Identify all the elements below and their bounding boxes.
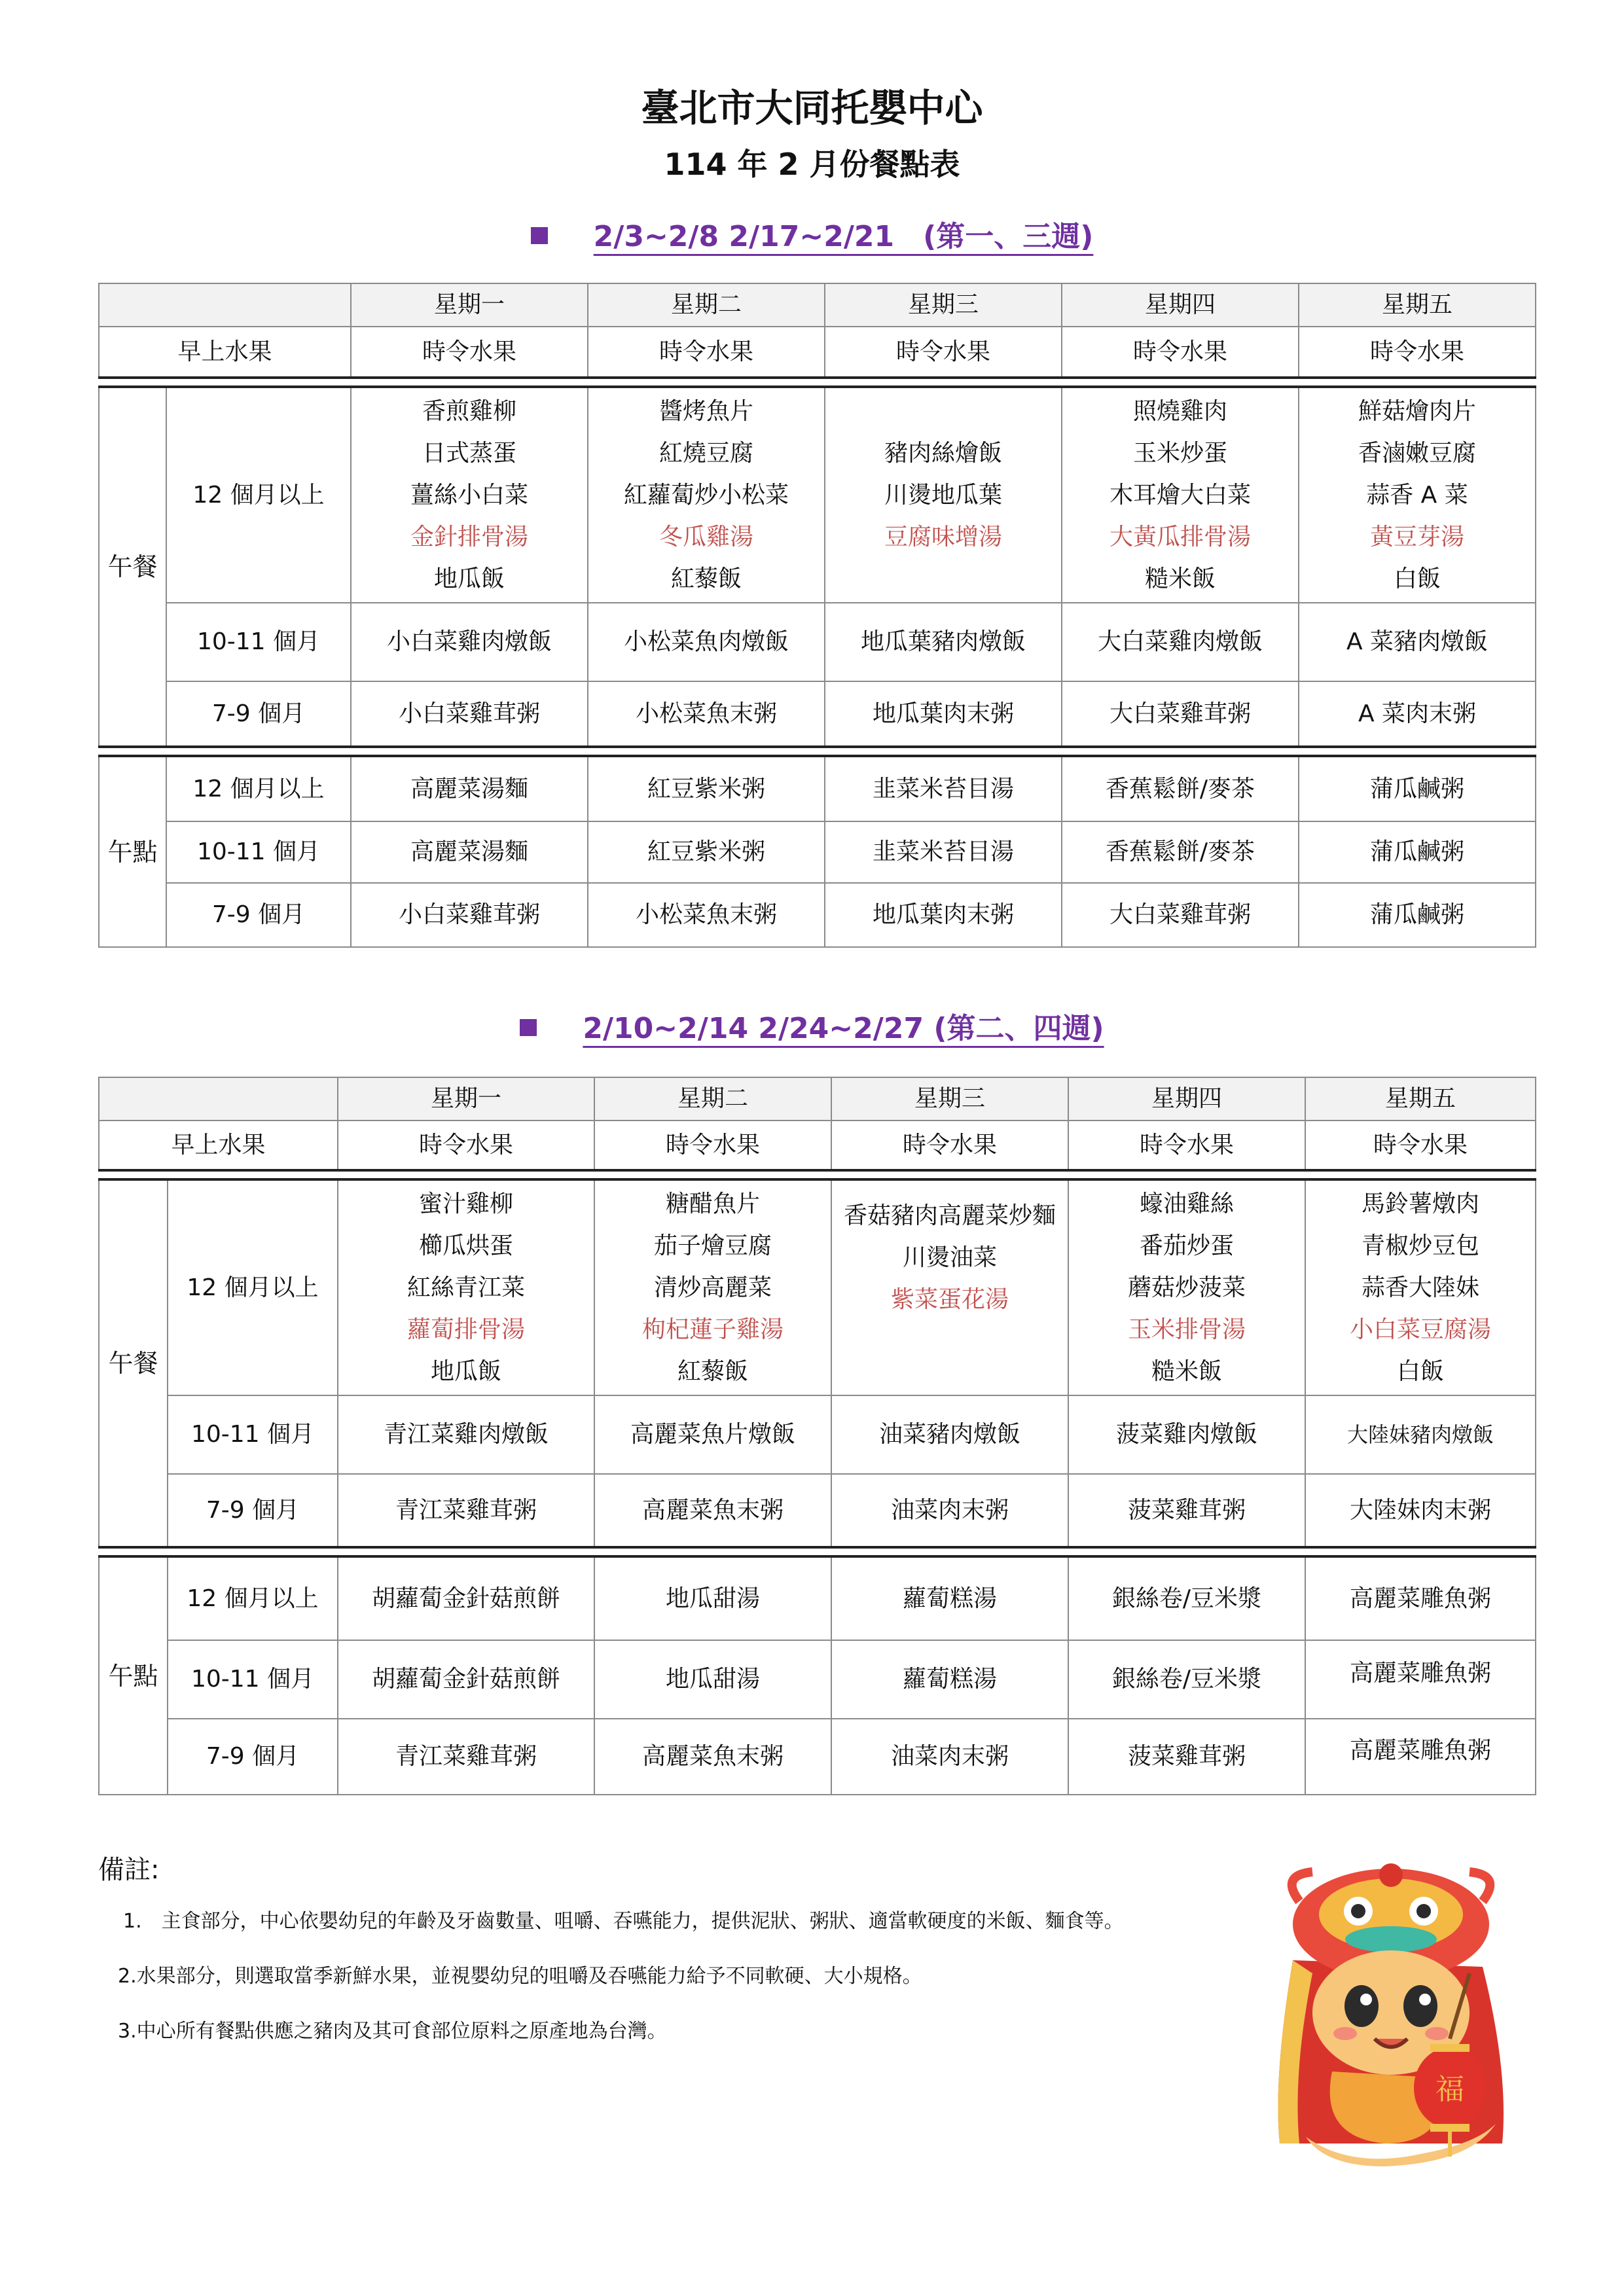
breakfast-cell: 時令水果: [594, 1121, 831, 1170]
lunch-menu-cell: [338, 1179, 594, 1395]
section-heading-weeks-2-4: 2/10~2/14 2/24~2/27 (第二、四週): [0, 1005, 1624, 1047]
dish: 川燙油菜: [902, 1244, 997, 1271]
menu-cell: 香蕉鬆餅/麥茶: [1062, 756, 1299, 821]
age-label: 12 個月以上: [168, 1556, 338, 1640]
day-header: 星期四: [1062, 283, 1299, 327]
snack-group-label: 午點: [99, 756, 166, 947]
dish: 蜜汁雞柳: [418, 1190, 513, 1217]
menu-cell: 菠菜雞茸粥: [1068, 1719, 1305, 1795]
menu-cell: 油菜肉末粥: [831, 1474, 1068, 1547]
menu-cell: 小白菜雞茸粥: [351, 681, 588, 747]
section-heading-weeks-1-3: 2/3~2/8 2/17~2/21 (第一、三週): [0, 213, 1624, 255]
menu-cell: 大陸妹豬肉燉飯: [1305, 1395, 1536, 1474]
menu-cell: 油菜豬肉燉飯: [831, 1395, 1068, 1474]
age-label: 10-11 個月: [166, 603, 351, 681]
lunch-menu-cell: [831, 1179, 1068, 1395]
dish: 鮮菇燴肉片: [1358, 397, 1476, 425]
dish: 蒜香大陸妹: [1361, 1274, 1479, 1301]
lunch-menu-cell: [1068, 1179, 1305, 1395]
menu-cell: 大白菜雞茸粥: [1062, 681, 1299, 747]
menu-cell: 地瓜甜湯: [594, 1556, 831, 1640]
day-header: 星期四: [1068, 1077, 1305, 1121]
menu-cell: 高麗菜魚末粥: [594, 1719, 831, 1795]
menu-cell: 高麗菜湯麵: [351, 756, 588, 821]
age-label: 7-9 個月: [166, 681, 351, 747]
soup-dish: 蘿蔔排骨湯: [406, 1316, 525, 1343]
lunch-group-label: 午餐: [99, 1179, 168, 1547]
breakfast-cell: 時令水果: [825, 327, 1062, 378]
age-label: 7-9 個月: [168, 1719, 338, 1795]
day-header: 星期一: [351, 283, 588, 327]
dish: 糖醋魚片: [665, 1190, 760, 1217]
menu-table-weeks-2-4: [98, 1077, 1536, 1795]
breakfast-cell: 時令水果: [1068, 1121, 1305, 1170]
menu-cell: 胡蘿蔔金針菇煎餅: [338, 1640, 594, 1719]
soup-dish: 大黃瓜排骨湯: [1109, 523, 1251, 550]
dish: 番茄炒蛋: [1139, 1232, 1234, 1259]
lantern-fu-character: 福: [1435, 2073, 1464, 2106]
menu-cell: 紅豆紫米粥: [588, 821, 825, 883]
notes-section: [98, 1849, 1124, 2070]
breakfast-cell: 時令水果: [351, 327, 588, 378]
age-label: 7-9 個月: [166, 883, 351, 947]
page-subtitle: 114 年 2 月份餐點表: [664, 147, 960, 182]
menu-cell: 銀絲卷/豆米漿: [1068, 1640, 1305, 1719]
menu-cell: 胡蘿蔔金針菇煎餅: [338, 1556, 594, 1640]
dish: 紅蘿蔔炒小松菜: [623, 481, 789, 509]
menu-cell: 青江菜雞肉燉飯: [338, 1395, 594, 1474]
lunch-menu-cell: [1305, 1179, 1536, 1395]
menu-cell: 大白菜雞肉燉飯: [1062, 603, 1299, 681]
age-label: 10-11 個月: [166, 821, 351, 883]
dish: 薑絲小白菜: [410, 481, 528, 509]
dish: 豬肉絲燴飯: [884, 439, 1002, 467]
menu-cell: 蘿蔔糕湯: [831, 1556, 1068, 1640]
menu-cell: 高麗菜魚片燉飯: [594, 1395, 831, 1474]
menu-cell: 地瓜甜湯: [594, 1640, 831, 1719]
dish: 香滷嫩豆腐: [1358, 439, 1476, 467]
menu-cell: 蒲瓜鹹粥: [1299, 821, 1536, 883]
snack-group-label: 午點: [99, 1556, 168, 1795]
menu-cell: 香蕉鬆餅/麥茶: [1062, 821, 1299, 883]
menu-cell: 菠菜雞肉燉飯: [1068, 1395, 1305, 1474]
menu-cell: 高麗菜魚末粥: [594, 1474, 831, 1547]
dish: 白飯: [1393, 565, 1441, 592]
menu-cell: 地瓜葉肉末粥: [825, 681, 1062, 747]
corner-cell: [99, 1077, 338, 1121]
breakfast-cell: 時令水果: [831, 1121, 1068, 1170]
age-label: 12 個月以上: [166, 756, 351, 821]
dish: 紅燒豆腐: [659, 439, 753, 467]
menu-cell: 菠菜雞茸粥: [1068, 1474, 1305, 1547]
age-label: 10-11 個月: [168, 1640, 338, 1719]
soup-dish: 玉米排骨湯: [1127, 1316, 1246, 1343]
age-label: 10-11 個月: [168, 1395, 338, 1474]
dish: 地瓜飯: [433, 565, 505, 592]
menu-cell: 小松菜魚肉燉飯: [588, 603, 825, 681]
menu-cell: 大陸妹肉末粥: [1305, 1474, 1536, 1547]
menu-cell: 小松菜魚末粥: [588, 883, 825, 947]
dish: 櫛瓜烘蛋: [418, 1232, 513, 1259]
dish: 玉米炒蛋: [1132, 439, 1227, 467]
breakfast-cell: 時令水果: [1062, 327, 1299, 378]
breakfast-label: 早上水果: [99, 1121, 338, 1170]
menu-cell: 地瓜葉豬肉燉飯: [825, 603, 1062, 681]
menu-cell: 銀絲卷/豆米漿: [1068, 1556, 1305, 1640]
soup-dish: 金針排骨湯: [410, 523, 528, 550]
day-header: 星期三: [831, 1077, 1068, 1121]
day-header: 星期五: [1305, 1077, 1536, 1121]
dish: 青椒炒豆包: [1361, 1232, 1479, 1259]
age-label: 12 個月以上: [168, 1179, 338, 1395]
menu-cell: A 菜豬肉燉飯: [1299, 603, 1536, 681]
menu-cell: 蒲瓜鹹粥: [1299, 756, 1536, 821]
dish: 木耳燴大白菜: [1109, 481, 1251, 509]
day-header: 星期一: [338, 1077, 594, 1121]
soup-dish: 冬瓜雞湯: [659, 523, 753, 550]
menu-cell: 小松菜魚末粥: [588, 681, 825, 747]
soup-dish: 枸杞蓮子雞湯: [641, 1316, 784, 1343]
menu-cell: 高麗菜雕魚粥: [1305, 1556, 1536, 1640]
square-bullet-icon: [520, 1019, 537, 1036]
soup-dish: 紫菜蛋花湯: [890, 1286, 1009, 1313]
breakfast-label: 早上水果: [99, 327, 351, 378]
dish: 蘑菇炒菠菜: [1127, 1274, 1246, 1301]
breakfast-cell: 時令水果: [1305, 1121, 1536, 1170]
dish: 白飯: [1396, 1357, 1444, 1385]
day-header: 星期二: [594, 1077, 831, 1121]
menu-cell: 油菜肉末粥: [831, 1719, 1068, 1795]
corner-cell: [99, 283, 351, 327]
dish: 地瓜飯: [430, 1357, 501, 1385]
menu-cell: 韭菜米苔目湯: [825, 821, 1062, 883]
lunch-menu-cell: [588, 387, 825, 603]
dish: 日式蒸蛋: [422, 439, 516, 467]
day-header: 星期三: [825, 283, 1062, 327]
lunch-menu-cell: [825, 387, 1062, 603]
dish: 照燒雞肉: [1132, 397, 1227, 425]
note-item: 2.水果部分，則選取當季新鮮水果，並視嬰幼兒的咀嚼及吞嚥能力給予不同軟硬、大小規格。: [118, 1965, 922, 1988]
menu-cell: A 菜肉末粥: [1299, 681, 1536, 747]
menu-cell: 紅豆紫米粥: [588, 756, 825, 821]
menu-cell: 蒲瓜鹹粥: [1299, 883, 1536, 947]
day-header: 星期二: [588, 283, 825, 327]
lunch-menu-cell: [351, 387, 588, 603]
menu-cell: 高麗菜雕魚粥: [1305, 1719, 1536, 1795]
dish: 川燙地瓜葉: [884, 481, 1002, 509]
lunch-menu-cell: [1299, 387, 1536, 603]
notes-heading: 備註:: [98, 1855, 160, 1885]
dish: 糙米飯: [1151, 1357, 1222, 1385]
note-item: 3.中心所有餐點供應之豬肉及其可食部位原料之原產地為台灣。: [118, 2020, 667, 2043]
dish: 蒜香 A 菜: [1366, 481, 1468, 509]
breakfast-cell: 時令水果: [588, 327, 825, 378]
lunch-group-label: 午餐: [99, 387, 166, 747]
menu-cell: 高麗菜湯麵: [351, 821, 588, 883]
soup-dish: 黃豆芽湯: [1369, 523, 1464, 550]
age-label: 12 個月以上: [166, 387, 351, 603]
day-header: 星期五: [1299, 283, 1536, 327]
dish: 香煎雞柳: [422, 397, 516, 425]
lion-dance-snake-mascot-icon: [1254, 1862, 1528, 2170]
dish: 馬鈴薯燉肉: [1361, 1190, 1479, 1217]
menu-table-weeks-1-3: [98, 283, 1536, 948]
dish: 茄子燴豆腐: [653, 1232, 772, 1259]
menu-cell: 大白菜雞茸粥: [1062, 883, 1299, 947]
note-item: 1. 主食部分，中心依嬰幼兒的年齡及牙齒數量、咀嚼、吞嚥能力，提供泥狀、粥狀、適當軟硬度的米飯、麵食等。: [123, 1910, 1124, 1933]
square-bullet-icon: [531, 227, 548, 244]
menu-cell: 高麗菜雕魚粥: [1305, 1640, 1536, 1719]
dish: 香菇豬肉高麗菜炒麵: [843, 1202, 1056, 1229]
lunch-menu-cell: [1062, 387, 1299, 603]
dish: 紅藜飯: [670, 565, 742, 592]
page-title: 臺北市大同托嬰中心: [641, 86, 983, 130]
menu-cell: 小白菜雞肉燉飯: [351, 603, 588, 681]
menu-cell: 韭菜米苔目湯: [825, 756, 1062, 821]
breakfast-cell: 時令水果: [1299, 327, 1536, 378]
dish: 蠔油雞絲: [1139, 1190, 1234, 1217]
dish: 糙米飯: [1144, 565, 1216, 592]
breakfast-cell: 時令水果: [338, 1121, 594, 1170]
menu-cell: 青江菜雞茸粥: [338, 1719, 594, 1795]
soup-dish: 豆腐味增湯: [884, 523, 1002, 550]
menu-cell: 小白菜雞茸粥: [351, 883, 588, 947]
dish: 清炒高麗菜: [653, 1274, 772, 1301]
menu-cell: 青江菜雞茸粥: [338, 1474, 594, 1547]
dish: 醬烤魚片: [659, 397, 753, 425]
menu-cell: 蘿蔔糕湯: [831, 1640, 1068, 1719]
soup-dish: 小白菜豆腐湯: [1349, 1316, 1491, 1343]
age-label: 7-9 個月: [168, 1474, 338, 1547]
dish: 紅藜飯: [677, 1357, 748, 1385]
dish: 紅絲青江菜: [406, 1274, 525, 1301]
menu-cell: 地瓜葉肉末粥: [825, 883, 1062, 947]
lunch-menu-cell: [594, 1179, 831, 1395]
